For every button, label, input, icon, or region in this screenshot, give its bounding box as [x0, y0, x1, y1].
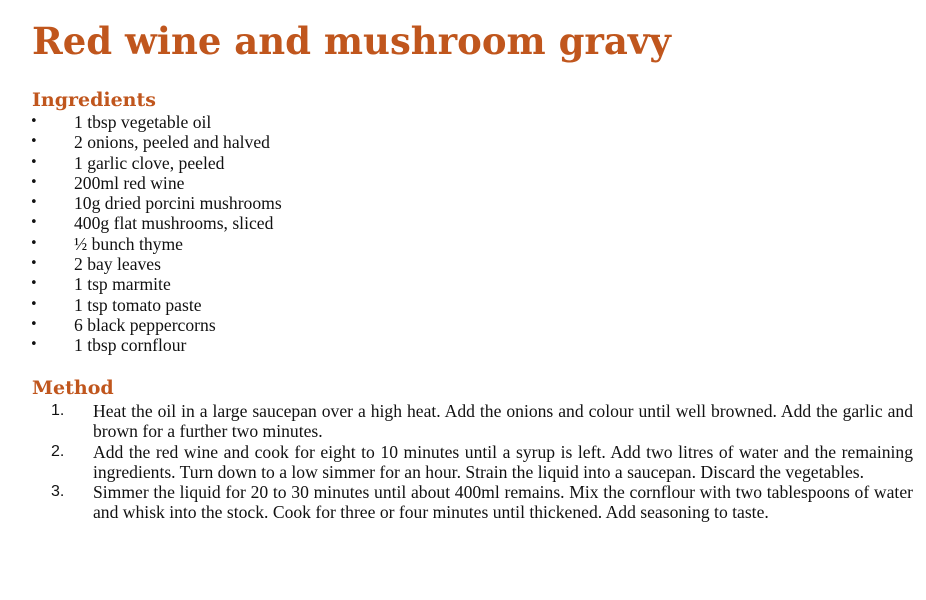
- ingredients-list: [0, 112, 926, 356]
- method-step: [0, 442, 926, 483]
- bullet-icon: •: [30, 235, 38, 251]
- bullet-icon: •: [30, 134, 38, 150]
- bullet-icon: •: [30, 256, 38, 272]
- method-list: [0, 401, 926, 523]
- bullet-icon: •: [30, 337, 38, 353]
- ingredient-text: 1 tsp tomato paste: [74, 294, 202, 315]
- step-number: 2.: [51, 442, 65, 460]
- method-step: [0, 401, 926, 442]
- ingredient-item: [0, 173, 926, 193]
- ingredient-item: [0, 112, 926, 132]
- ingredient-text: ½ bunch thyme: [74, 233, 183, 254]
- step-number: 3.: [51, 483, 65, 501]
- ingredient-text: 1 garlic clove, peeled: [74, 152, 225, 173]
- ingredient-text: 1 tsp marmite: [74, 274, 171, 295]
- ingredient-item: [0, 295, 926, 315]
- ingredient-item: [0, 193, 926, 213]
- bullet-icon: •: [30, 296, 38, 312]
- ingredient-item: [0, 315, 926, 335]
- step-number: 1.: [51, 402, 65, 419]
- bullet-icon: •: [30, 154, 38, 170]
- ingredient-text: 400g flat mushrooms, sliced: [74, 213, 274, 234]
- ingredient-item: [0, 153, 926, 173]
- step-text: Simmer the liquid for 20 to 30 minutes until about 400ml remains. Mix the cornflour with two tablespoons of water and whisk into the stock. Cook for three or four minutes until thickened. Add seasoning to taste.: [93, 482, 913, 523]
- ingredient-item: [0, 132, 926, 152]
- step-text: Add the red wine and cook for eight to 10 minutes until a syrup is left. Add two litres of water and the remaining ingredients. Turn down to a low simmer for an hour. Strain the liquid into a saucepan. Discard the vegetables.: [93, 441, 913, 482]
- ingredients-heading: Ingredients: [32, 89, 156, 111]
- ingredient-text: 200ml red wine: [74, 172, 185, 193]
- ingredient-text: 2 onions, peeled and halved: [74, 132, 270, 153]
- step-text: Heat the oil in a large saucepan over a high heat. Add the onions and colour until well browned. Add the garlic and brown for a further two minutes.: [93, 401, 913, 442]
- ingredient-item: [0, 274, 926, 294]
- ingredient-item: [0, 254, 926, 274]
- method-heading: Method: [32, 377, 114, 399]
- ingredient-text: 10g dried porcini mushrooms: [74, 193, 282, 214]
- bullet-icon: •: [30, 195, 38, 211]
- ingredient-text: 1 tbsp vegetable oil: [74, 112, 212, 132]
- bullet-icon: •: [30, 316, 38, 332]
- bullet-icon: •: [30, 215, 38, 231]
- ingredient-item: [0, 234, 926, 254]
- ingredient-text: 1 tbsp cornflour: [74, 335, 187, 356]
- bullet-icon: •: [30, 114, 38, 129]
- ingredient-text: 6 black peppercorns: [74, 314, 216, 335]
- ingredient-item: [0, 213, 926, 233]
- recipe-title: Red wine and mushroom gravy: [32, 19, 671, 63]
- bullet-icon: •: [30, 174, 38, 190]
- bullet-icon: •: [30, 276, 38, 292]
- ingredient-text: 2 bay leaves: [74, 254, 161, 275]
- method-step: [0, 482, 926, 523]
- ingredient-item: [0, 335, 926, 355]
